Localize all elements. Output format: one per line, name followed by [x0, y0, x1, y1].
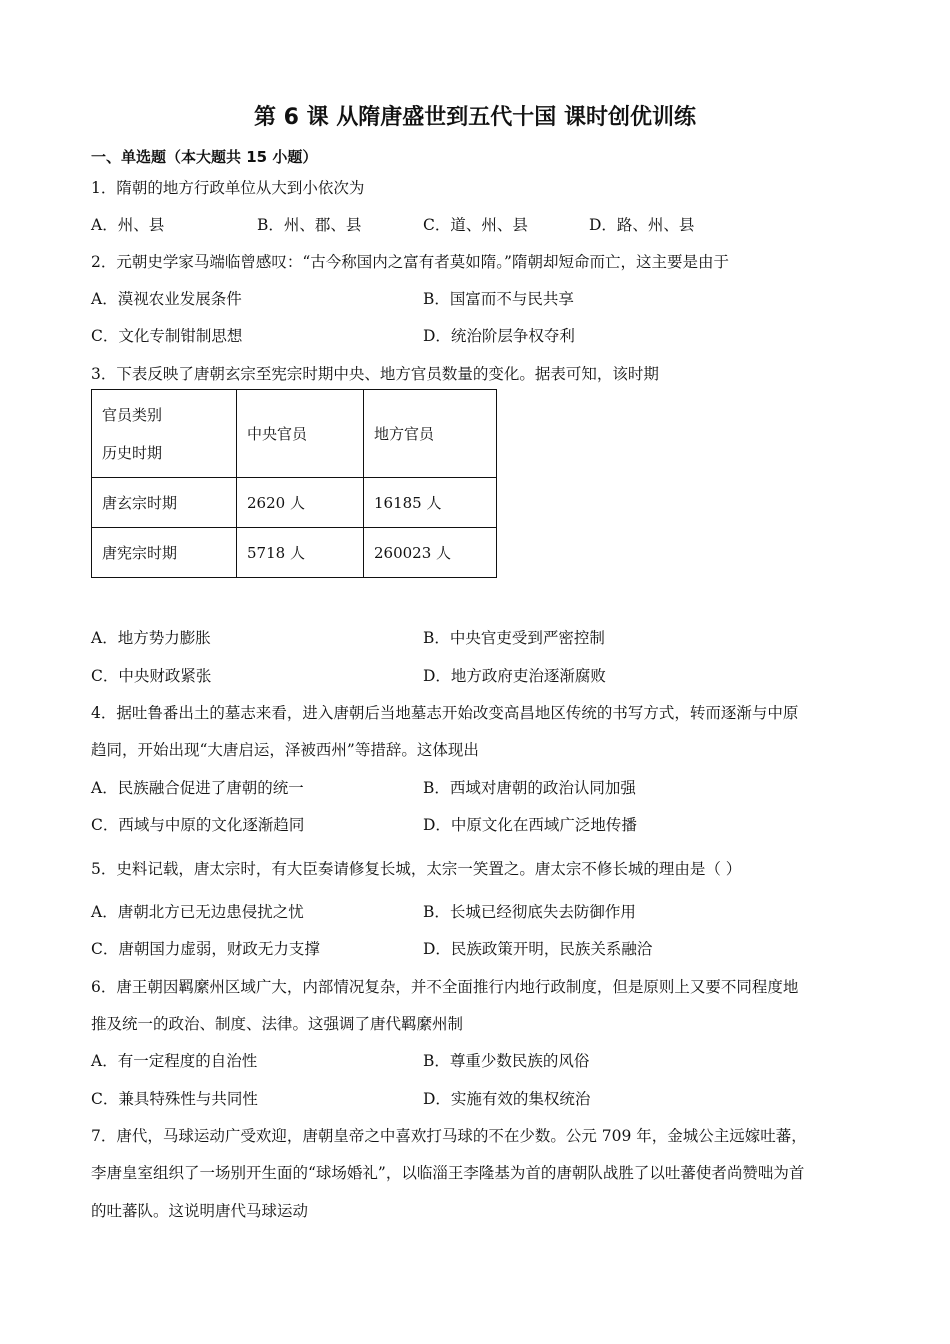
q6-option-a: A．有一定程度的自治性	[91, 1052, 258, 1070]
question-7-stem-line-1: 7．唐代，马球运动广受欢迎，唐朝皇帝之中喜欢打马球的不在少数。公元 709 年，金城公主远嫁吐蕃，	[91, 1127, 807, 1145]
question-7-stem-line-2: 李唐皇室组织了一场别开生面的“球场婚礼”，以临淄王李隆基为首的唐朝队战胜了以吐蕃使者尚赞咄为首	[91, 1164, 805, 1182]
question-4-stem-line-1: 4．据吐鲁番出土的墓志来看，进入唐朝后当地墓志开始改变高昌地区传统的书写方式，转而逐渐与中原	[91, 704, 799, 722]
q4-option-c: C．西域与中原的文化逐渐趋同	[91, 816, 305, 834]
row-central: 2620 人	[237, 478, 364, 528]
col-header-central: 中央官员	[237, 390, 364, 478]
table-row	[92, 528, 497, 578]
question-4-stem-line-2: 趋同，开始出现“大唐启运，泽被西州”等措辞。这体现出	[91, 741, 479, 759]
q4-option-b: B．西域对唐朝的政治认同加强	[423, 779, 636, 797]
question-7-stem-line-3: 的吐蕃队。这说明唐代马球运动	[91, 1202, 309, 1220]
question-6-stem-line-1: 6．唐王朝因羁縻州区域广大，内部情况复杂，并不全面推行内地行政制度，但是原则上又要不同程度地	[91, 978, 799, 996]
q2-option-d: D．统治阶层争权夺利	[423, 327, 575, 345]
row-local: 260023 人	[364, 528, 497, 578]
officials-table	[91, 389, 497, 578]
q3-option-a: A．地方势力膨胀	[91, 629, 211, 647]
q5-option-a: A．唐朝北方已无边患侵扰之忧	[91, 903, 304, 921]
question-6-stem-line-2: 推及统一的政治、制度、法律。这强调了唐代羁縻州制	[91, 1015, 464, 1033]
q1-option-a: A．州、县	[91, 216, 165, 234]
col-header-local: 地方官员	[364, 390, 497, 478]
corner-bottom-label: 历史时期	[102, 443, 163, 462]
question-5-stem: 5．史料记载，唐太宗时，有大臣奏请修复长城，太宗一笑置之。唐太宗不修长城的理由是（ ）	[91, 860, 742, 878]
q6-option-c: C．兼具特殊性与共同性	[91, 1090, 258, 1108]
q1-option-b: B．州、郡、县	[257, 216, 362, 234]
corner-top-label: 官员类别	[102, 405, 163, 424]
q1-option-d: D．路、州、县	[589, 216, 695, 234]
page-title: 第 6 课 从隋唐盛世到五代十国 课时创优训练	[254, 105, 696, 130]
q4-option-d: D．中原文化在西域广泛地传播	[423, 816, 637, 834]
q2-option-b: B．国富而不与民共享	[423, 290, 574, 308]
q3-option-c: C．中央财政紧张	[91, 667, 212, 685]
q4-option-a: A．民族融合促进了唐朝的统一	[91, 779, 304, 797]
q5-option-d: D．民族政策开明，民族关系融洽	[423, 940, 653, 958]
q1-option-c: C．道、州、县	[423, 216, 528, 234]
row-central: 5718 人	[237, 528, 364, 578]
q2-option-c: C．文化专制钳制思想	[91, 327, 243, 345]
row-period: 唐玄宗时期	[92, 478, 237, 528]
question-3-stem: 3．下表反映了唐朝玄宗至宪宗时期中央、地方官员数量的变化。据表可知，该时期	[91, 365, 659, 383]
q2-option-a: A．漠视农业发展条件	[91, 290, 242, 308]
q6-option-b: B．尊重少数民族的风俗	[423, 1052, 590, 1070]
table-row	[92, 478, 497, 528]
section-heading: 一、单选题（本大题共 15 小题）	[91, 148, 318, 166]
table-corner-cell	[92, 390, 237, 478]
q3-option-d: D．地方政府吏治逐渐腐败	[423, 667, 606, 685]
q5-option-b: B．长城已经彻底失去防御作用	[423, 903, 636, 921]
row-period: 唐宪宗时期	[92, 528, 237, 578]
q5-option-c: C．唐朝国力虚弱，财政无力支撑	[91, 940, 320, 958]
q6-option-d: D．实施有效的集权统治	[423, 1090, 591, 1108]
row-local: 16185 人	[364, 478, 497, 528]
question-1-stem: 1．隋朝的地方行政单位从大到小依次为	[91, 179, 365, 197]
q3-option-b: B．中央官吏受到严密控制	[423, 629, 605, 647]
question-2-stem: 2．元朝史学家马端临曾感叹：“古今称国内之富有者莫如隋。”隋朝却短命而亡，这主要是由于	[91, 253, 729, 271]
